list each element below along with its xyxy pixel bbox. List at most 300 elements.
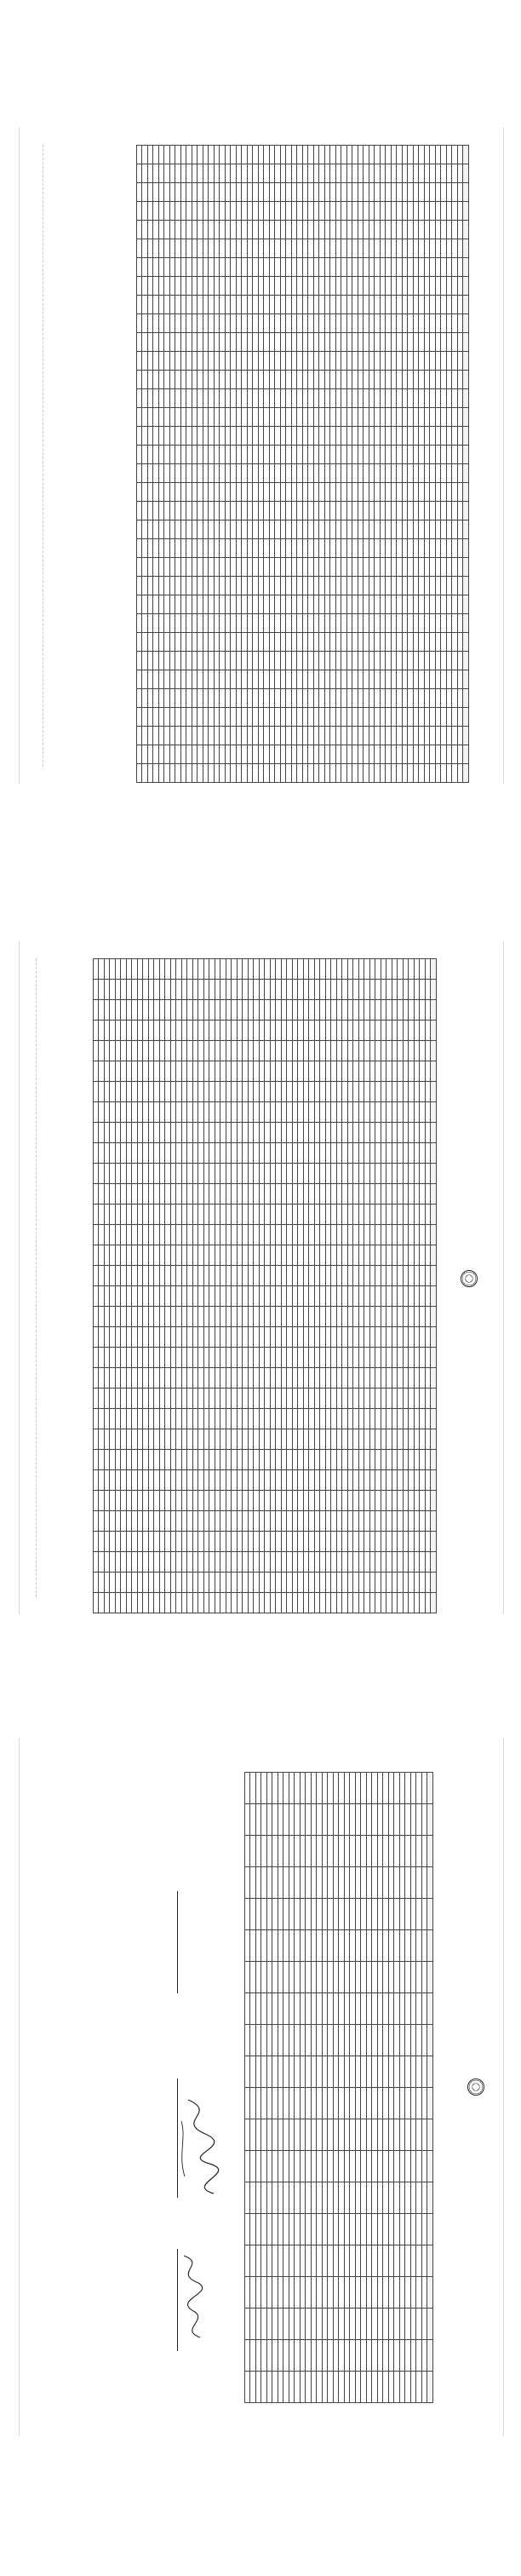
- table-cell: [265, 1491, 271, 1511]
- table-header-cell: [431, 1205, 437, 1225]
- table-cell: [261, 1804, 267, 1836]
- table-cell: [337, 1082, 343, 1102]
- table-cell: [248, 221, 254, 239]
- table-cell: [312, 1867, 318, 1899]
- table-cell: [336, 670, 342, 689]
- table-cell: [132, 1041, 138, 1061]
- table-cell: [317, 2277, 323, 2309]
- table-cell: [186, 745, 192, 764]
- table-cell: [309, 1409, 315, 1429]
- table-cell: [282, 1041, 288, 1061]
- table-cell: [293, 1409, 299, 1429]
- table-cell: [397, 764, 403, 783]
- table-cell: [415, 1184, 421, 1205]
- table-row: [297, 146, 303, 783]
- table-cell: [159, 727, 165, 745]
- table-cell: [275, 577, 281, 595]
- table-cell: [441, 614, 447, 633]
- table-row: [323, 1773, 329, 2403]
- table-cell: [447, 408, 453, 427]
- table-cell: [458, 352, 464, 371]
- table-cell: [164, 408, 170, 427]
- table-cell: [372, 2245, 378, 2277]
- table-cell: [203, 164, 209, 183]
- table-cell: [286, 202, 292, 221]
- table-cell: [220, 1021, 226, 1041]
- table-cell: [326, 1286, 332, 1307]
- table-header-cell: [431, 1164, 437, 1184]
- table-cell: [314, 427, 320, 446]
- table-cell: [328, 2214, 334, 2245]
- table-cell: [403, 502, 409, 520]
- table-cell: [149, 1307, 155, 1327]
- table-cell: [198, 1307, 204, 1327]
- table-cell: [337, 1491, 343, 1511]
- table-cell: [303, 558, 309, 577]
- table-cell: [364, 708, 369, 727]
- table-cell: [226, 959, 232, 980]
- table-cell: [336, 164, 342, 183]
- table-cell: [298, 1164, 304, 1184]
- table-cell: [226, 221, 232, 239]
- table-cell: [364, 1184, 370, 1205]
- table-cell: [238, 1307, 243, 1327]
- table-cell: [359, 1511, 365, 1532]
- table-cell: [408, 595, 414, 614]
- table-cell: [293, 1470, 299, 1491]
- table-cell: [303, 670, 309, 689]
- table-cell: [187, 1000, 193, 1021]
- table-cell: [237, 352, 243, 371]
- table-cell: [193, 1041, 199, 1061]
- table-row: [182, 959, 188, 1613]
- table-cell: [253, 183, 259, 202]
- table-cell: [336, 577, 342, 595]
- table-cell: [342, 1041, 348, 1061]
- table-cell: [159, 558, 165, 577]
- table-cell: [276, 1368, 282, 1389]
- table-cell: [331, 1041, 337, 1061]
- table-cell: [295, 2340, 301, 2372]
- table-cell: [415, 1245, 421, 1266]
- table-cell: [400, 1899, 406, 1930]
- table-cell: [383, 2025, 389, 2056]
- table-cell: [215, 258, 220, 277]
- table-cell: [160, 1491, 166, 1511]
- table-cell: [253, 670, 259, 689]
- table-cell: [226, 1184, 232, 1205]
- table-cell: [220, 1327, 226, 1348]
- table-cell: [372, 1836, 378, 1867]
- table-cell: [441, 408, 447, 427]
- table-cell: [292, 183, 298, 202]
- table-cell: [143, 1389, 149, 1409]
- table-cell: [237, 614, 243, 633]
- table-cell: [215, 1389, 221, 1409]
- table-cell: [153, 258, 159, 277]
- table-cell: [278, 2372, 284, 2403]
- table-header-cell: [463, 371, 469, 389]
- table-cell: [99, 1123, 105, 1143]
- table-cell: [220, 1307, 226, 1327]
- table-cell: [249, 1491, 255, 1511]
- table-cell: [403, 427, 409, 446]
- table-cell: [319, 389, 325, 408]
- table-cell: [176, 1389, 182, 1409]
- table-cell: [204, 1511, 210, 1532]
- table-cell: [425, 202, 431, 221]
- table-cell: [414, 464, 420, 483]
- table-cell: [143, 1511, 149, 1532]
- table-cell: [116, 1348, 122, 1368]
- table-cell: [153, 577, 159, 595]
- table-cell: [381, 670, 386, 689]
- table-cell: [347, 727, 353, 745]
- table-cell: [348, 1573, 354, 1593]
- table-cell: [386, 1061, 392, 1082]
- table-cell: [386, 1123, 392, 1143]
- table-cell: [237, 595, 243, 614]
- table-cell: [154, 1429, 160, 1450]
- table-cell: [220, 1409, 226, 1429]
- table-cell: [364, 959, 370, 980]
- table-cell: [425, 670, 431, 689]
- table-cell: [293, 1061, 299, 1082]
- table-cell: [325, 652, 331, 670]
- table-cell: [164, 258, 170, 277]
- table-cell: [419, 670, 425, 689]
- table-cell: [187, 1041, 193, 1061]
- table-cell: [121, 1389, 127, 1409]
- table-cell: [309, 1532, 315, 1552]
- table-cell: [330, 239, 336, 258]
- table-cell: [447, 764, 453, 783]
- table-cell: [138, 1573, 144, 1593]
- table-cell: [187, 1061, 193, 1082]
- table-cell: [375, 352, 381, 371]
- table-cell: [364, 1307, 370, 1327]
- table-cell: [132, 1123, 138, 1143]
- table-cell: [404, 1245, 409, 1266]
- table-cell: [315, 1450, 321, 1470]
- table-cell: [375, 1368, 381, 1389]
- table-cell: [308, 577, 314, 595]
- table-cell: [121, 1061, 127, 1082]
- table-cell: [430, 689, 436, 708]
- table-cell: [350, 2182, 356, 2214]
- table-cell: [404, 1491, 409, 1511]
- table-cell: [359, 980, 365, 1000]
- table-cell: [220, 146, 226, 164]
- table-cell: [383, 1804, 389, 1836]
- table-cell: [243, 1429, 249, 1450]
- table-cell: [341, 558, 347, 577]
- table-cell: [259, 146, 265, 164]
- table-cell: [386, 1573, 392, 1593]
- table-cell: [283, 2088, 289, 2119]
- table-cell: [375, 1225, 381, 1245]
- table-cell: [372, 1804, 378, 1836]
- table-cell: [159, 389, 165, 408]
- table-cell: [198, 333, 203, 352]
- table-cell: [328, 2340, 334, 2372]
- table-cell: [381, 164, 386, 183]
- table-cell: [308, 183, 314, 202]
- table-cell: [403, 446, 409, 464]
- table-cell: [341, 595, 347, 614]
- table-cell: [337, 1511, 343, 1532]
- table-cell: [160, 1409, 166, 1429]
- table-cell: [369, 764, 375, 783]
- table-header-cell: [427, 1993, 433, 2025]
- table-cell: [378, 1899, 384, 1930]
- table-cell: [370, 1348, 376, 1368]
- table-cell: [187, 1348, 193, 1368]
- table-cell: [325, 183, 331, 202]
- table-cell: [209, 1143, 215, 1164]
- table-cell: [94, 1389, 100, 1409]
- table-cell: [314, 389, 320, 408]
- table-cell: [308, 558, 314, 577]
- table-cell: [198, 558, 203, 577]
- table-cell: [242, 371, 248, 389]
- table-cell: [99, 1368, 105, 1389]
- table-cell: [350, 1962, 356, 1993]
- table-cell: [353, 1409, 359, 1429]
- table-cell: [203, 183, 209, 202]
- table-cell: [259, 258, 265, 277]
- table-cell: [364, 1593, 370, 1613]
- table-cell: [347, 614, 353, 633]
- table-cell: [419, 745, 425, 764]
- table-cell: [364, 577, 369, 595]
- table-cell: [137, 427, 143, 446]
- table-cell: [353, 1573, 359, 1593]
- table-cell: [270, 164, 276, 183]
- table-cell: [215, 614, 220, 633]
- table-cell: [320, 1429, 326, 1450]
- table-cell: [132, 1368, 138, 1389]
- table-cell: [160, 1286, 166, 1307]
- table-cell: [226, 1061, 232, 1082]
- table-cell: [264, 446, 270, 464]
- table-cell: [220, 1184, 226, 1205]
- table-cell: [364, 408, 369, 427]
- table-cell: [441, 633, 447, 652]
- table-cell: [283, 2214, 289, 2245]
- table-cell: [298, 980, 304, 1000]
- table-cell: [314, 221, 320, 239]
- table-cell: [138, 1593, 144, 1613]
- table-cell: [364, 1021, 370, 1041]
- table-cell: [394, 1867, 400, 1899]
- table-cell: [272, 1993, 278, 2025]
- table-cell: [237, 689, 243, 708]
- table-cell: [320, 1348, 326, 1368]
- table-cell: [315, 1491, 321, 1511]
- table-cell: [215, 1409, 221, 1429]
- table-cell: [314, 239, 320, 258]
- table-row: [295, 1773, 301, 2403]
- table-cell: [317, 2088, 323, 2119]
- table-cell: [248, 577, 254, 595]
- table-cell: [281, 689, 287, 708]
- table-cell: [341, 258, 347, 277]
- table-cell: [414, 164, 420, 183]
- table-cell: [160, 1000, 166, 1021]
- table-cell: [314, 258, 320, 277]
- table-cell: [94, 1307, 100, 1327]
- table-cell: [105, 1266, 111, 1286]
- table-row: [159, 146, 165, 783]
- table-cell: [254, 980, 260, 1000]
- table-cell: [267, 1993, 273, 2025]
- table-cell: [328, 1836, 334, 1867]
- table-cell: [383, 1899, 389, 1930]
- table-cell: [419, 408, 425, 427]
- table-cell: [422, 1867, 428, 1899]
- table-cell: [303, 408, 309, 427]
- table-cell: [336, 689, 342, 708]
- table-cell: [254, 1061, 260, 1082]
- table-cell: [381, 202, 386, 221]
- table-cell: [416, 2309, 422, 2340]
- table-cell: [369, 670, 375, 689]
- table-cell: [245, 2025, 251, 2056]
- table-cell: [278, 2151, 284, 2182]
- table-cell: [331, 1409, 337, 1429]
- table-cell: [286, 558, 292, 577]
- table-cell: [181, 652, 187, 670]
- table-row: [309, 959, 315, 1613]
- table-cell: [245, 2372, 251, 2403]
- table-cell: [142, 502, 148, 520]
- table-cell: [248, 464, 254, 483]
- table-cell: [110, 1470, 116, 1491]
- table-cell: [308, 164, 314, 183]
- table-cell: [398, 1286, 404, 1307]
- table-cell: [308, 389, 314, 408]
- table-cell: [232, 1082, 238, 1102]
- table-cell: [356, 1804, 362, 1836]
- table-cell: [226, 764, 232, 783]
- table-cell: [364, 314, 369, 333]
- table-cell: [276, 1511, 282, 1532]
- table-cell: [369, 183, 375, 202]
- table-cell: [331, 1327, 337, 1348]
- table-header-cell: [431, 980, 437, 1000]
- table-cell: [243, 1409, 249, 1429]
- table-cell: [153, 764, 159, 783]
- table-cell: [159, 595, 165, 614]
- table-cell: [245, 2277, 251, 2309]
- table-cell: [261, 1899, 267, 1930]
- table-cell: [204, 1143, 210, 1164]
- table-cell: [425, 708, 431, 727]
- table-cell: [420, 1511, 426, 1532]
- table-cell: [127, 1143, 133, 1164]
- table-cell: [304, 1102, 310, 1123]
- table-row: [398, 959, 404, 1613]
- table-cell: [337, 1123, 343, 1143]
- table-cell: [105, 1102, 111, 1123]
- table-cell: [287, 1205, 293, 1225]
- table-cell: [132, 1021, 138, 1041]
- table-cell: [254, 1409, 260, 1429]
- table-cell: [319, 520, 325, 539]
- table-cell: [350, 2309, 356, 2340]
- table-cell: [215, 652, 220, 670]
- table-cell: [292, 258, 298, 277]
- table-cell: [231, 389, 237, 408]
- table-cell: [148, 277, 154, 296]
- table-cell: [186, 670, 192, 689]
- table-cell: [231, 202, 237, 221]
- table-cell: [336, 727, 342, 745]
- table-cell: [176, 1573, 182, 1593]
- table-cell: [405, 1930, 411, 1962]
- table-cell: [226, 1491, 232, 1511]
- table-cell: [232, 1573, 238, 1593]
- table-cell: [198, 1082, 204, 1102]
- table-cell: [342, 1102, 348, 1123]
- table-cell: [159, 483, 165, 502]
- table-cell: [160, 1389, 166, 1409]
- table-cell: [264, 633, 270, 652]
- table-cell: [430, 333, 436, 352]
- table-cell: [175, 689, 181, 708]
- table-cell: [243, 1184, 249, 1205]
- table-cell: [370, 1205, 376, 1225]
- table-cell: [231, 520, 237, 539]
- table-cell: [154, 1164, 160, 1184]
- table-cell: [422, 1962, 428, 1993]
- table-cell: [404, 1143, 409, 1164]
- table-cell: [345, 2372, 351, 2403]
- table-cell: [367, 2277, 373, 2309]
- table-cell: [386, 1164, 392, 1184]
- table-cell: [452, 502, 458, 520]
- table-cell: [253, 389, 259, 408]
- table-cell: [138, 1450, 144, 1470]
- table-cell: [171, 1511, 177, 1532]
- table-cell: [153, 558, 159, 577]
- table-cell: [237, 277, 243, 296]
- table-cell: [159, 277, 165, 296]
- table-cell: [220, 352, 226, 371]
- table-cell: [193, 1429, 199, 1450]
- table-cell: [121, 1021, 127, 1041]
- table-cell: [238, 1225, 243, 1245]
- table-cell: [187, 1164, 193, 1184]
- table-cell: [405, 2372, 411, 2403]
- table-cell: [350, 2245, 356, 2277]
- table-cell: [315, 1286, 321, 1307]
- table-cell: [315, 980, 321, 1000]
- table-cell: [452, 520, 458, 539]
- table-row: [289, 1773, 295, 2403]
- table-cell: [209, 1123, 215, 1143]
- table-cell: [381, 1021, 387, 1041]
- table-cell: [367, 1930, 373, 1962]
- table-cell: [105, 1368, 111, 1389]
- table-cell: [176, 1409, 182, 1429]
- table-cell: [304, 1573, 310, 1593]
- table-cell: [193, 1082, 199, 1102]
- table-cell: [192, 314, 198, 333]
- table-cell: [312, 2340, 318, 2372]
- table-cell: [347, 708, 353, 727]
